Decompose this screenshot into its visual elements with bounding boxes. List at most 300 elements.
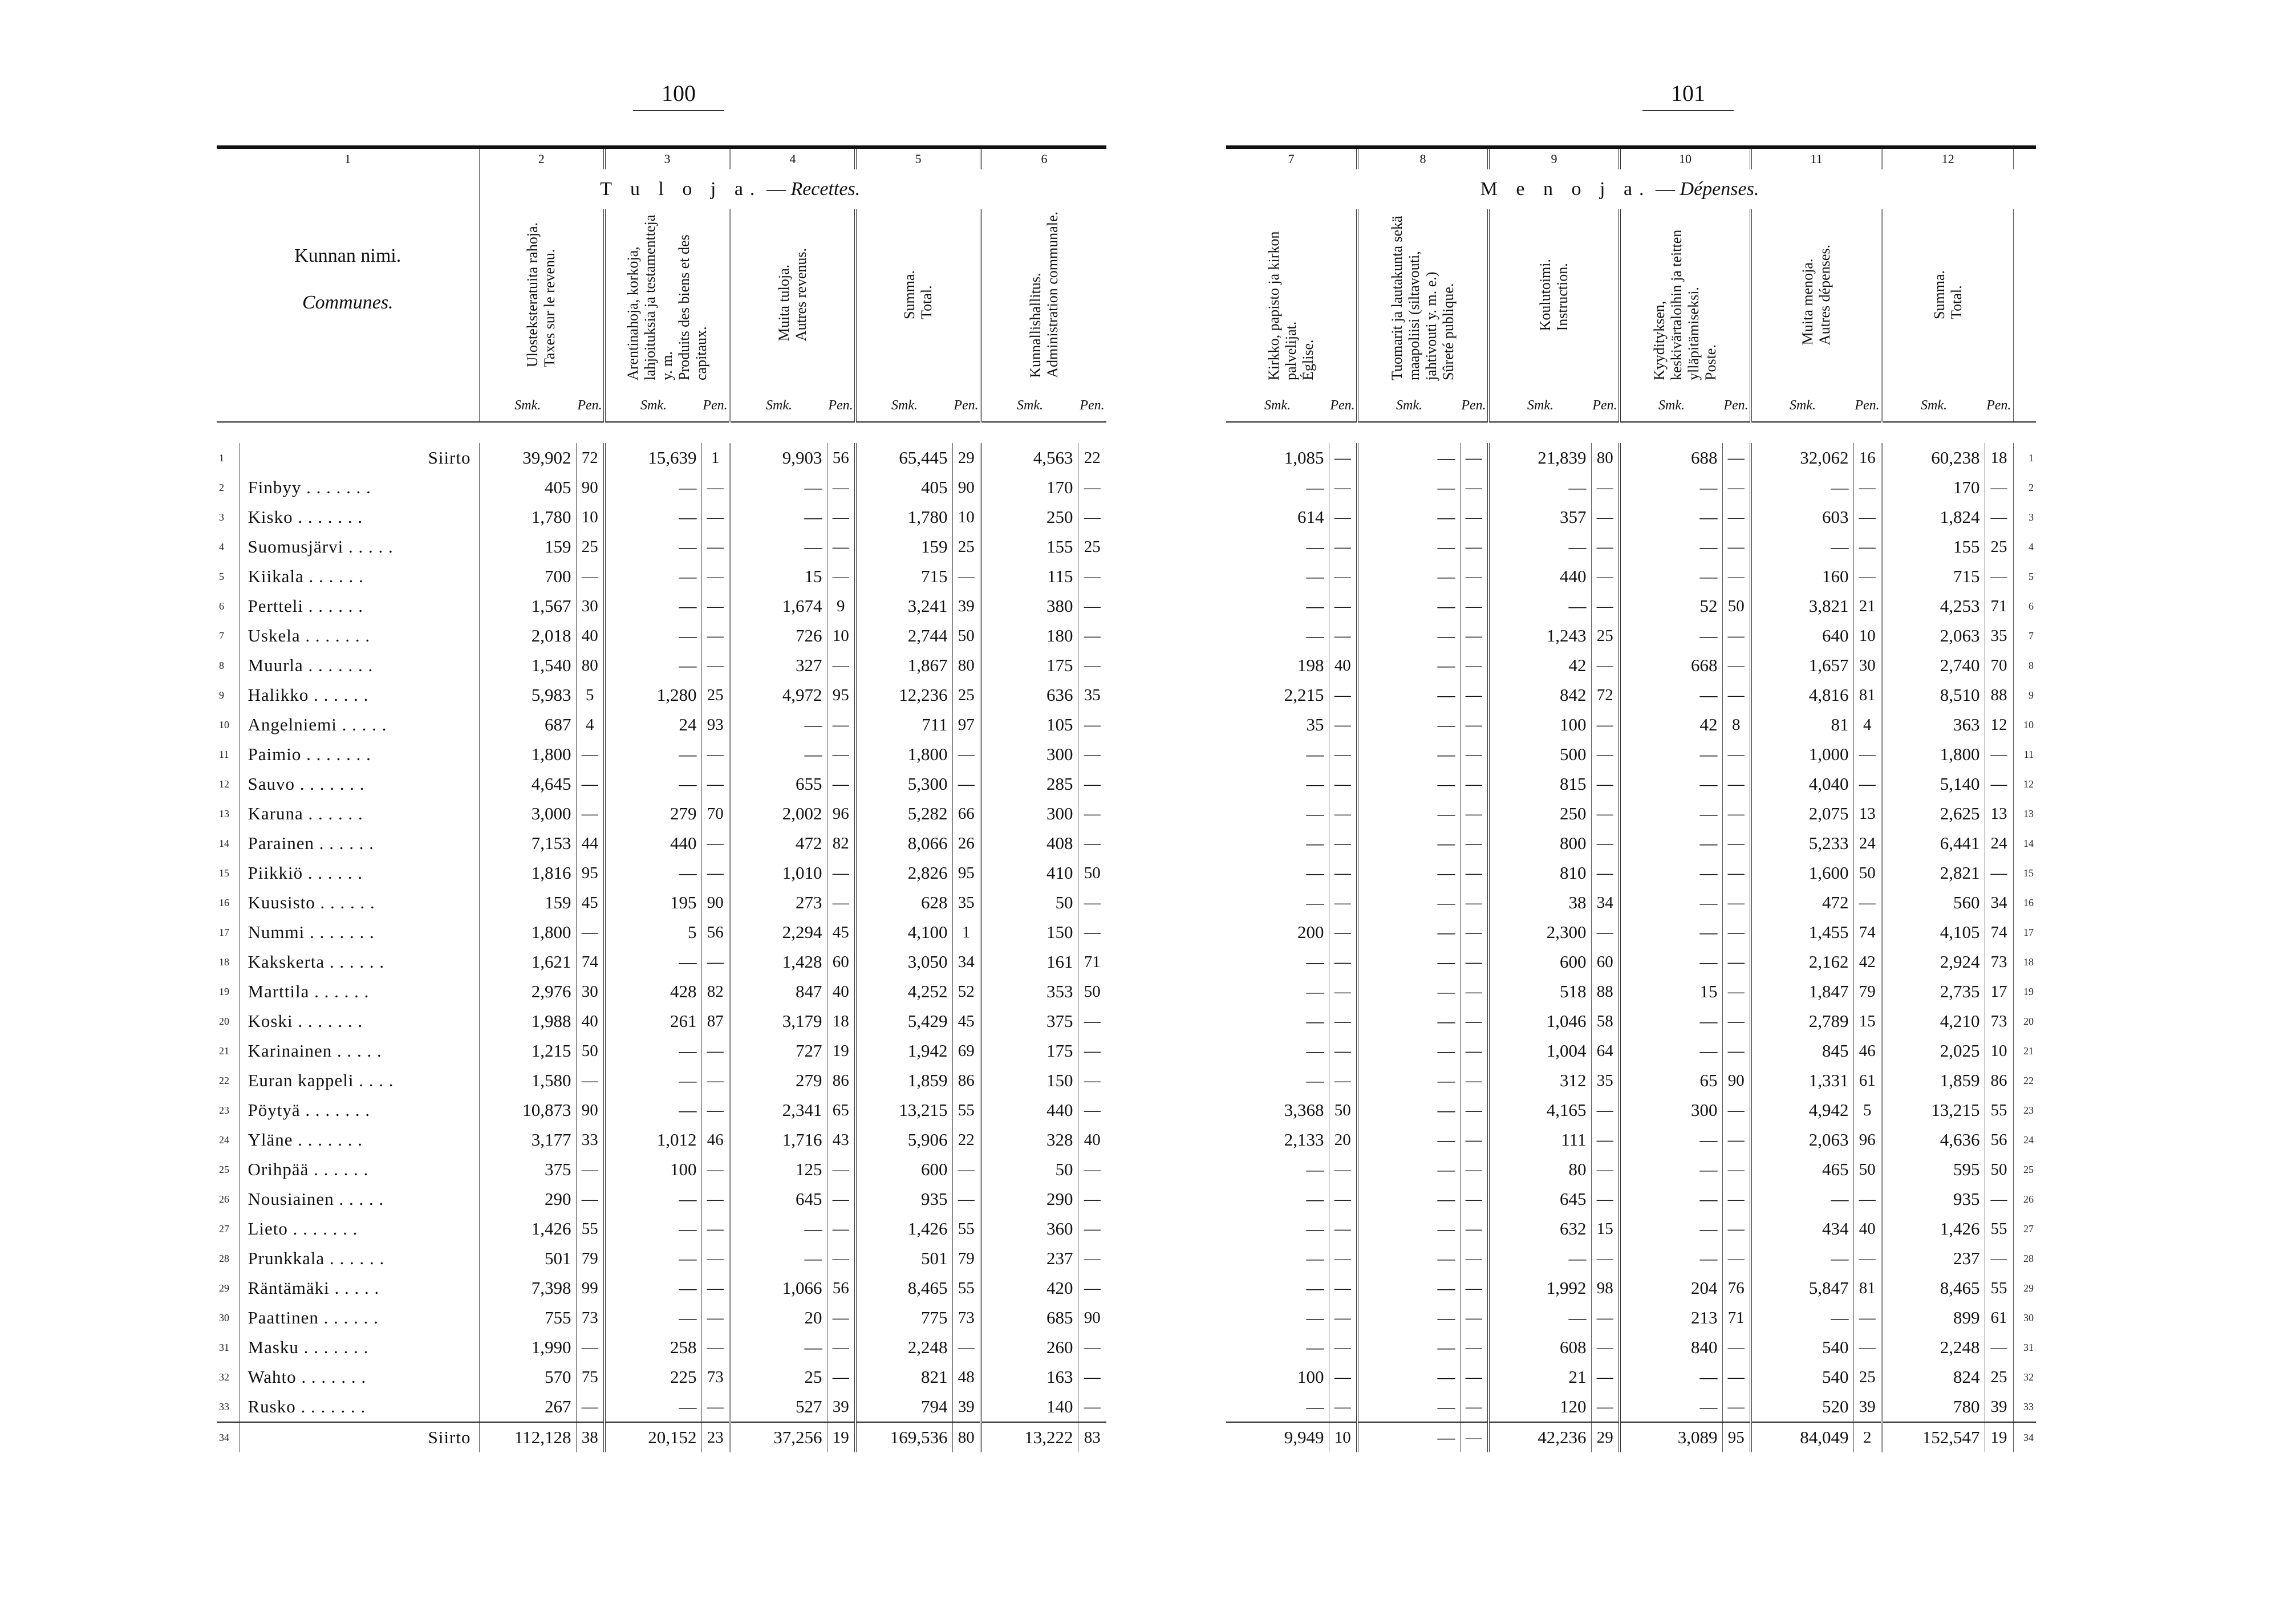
value-penni: — [1722,502,1751,532]
value-penni: — [827,1333,855,1362]
value-penni: — [1591,740,1620,769]
value-markka: 15,639 [648,448,697,468]
value-penni: — [1591,1362,1620,1392]
value-markka: — [1306,626,1324,645]
value-markka: 3,177 [531,1130,571,1150]
value-penni: 30 [1853,651,1882,680]
commune-name: Sauvo . . . . . . . [240,769,479,799]
value-penni: 29 [952,443,981,473]
value-markka: — [679,477,697,497]
value-penni: — [701,858,730,888]
value-penni: 65 [827,1095,855,1125]
commune-name: Karinainen . . . . . [240,1036,479,1066]
table-row [217,858,1106,888]
value-markka: 300 [1046,803,1073,823]
value-penni: 88 [1591,977,1620,1006]
table-row [1226,473,2036,502]
value-penni: 45 [576,888,605,917]
value-penni: — [1078,799,1106,829]
value-penni: 55 [1985,1095,2013,1125]
value-penni: — [1722,473,1751,502]
value-markka: — [1437,685,1455,705]
value-markka: 8,465 [907,1278,948,1298]
value-markka: 3,179 [782,1011,822,1031]
table-row [1226,917,2036,947]
value-penni: 90 [952,473,981,502]
value-penni: — [1460,740,1488,769]
value-markka: — [1437,1070,1455,1090]
table-row [217,1303,1106,1333]
value-penni: — [827,1244,855,1273]
value-penni: 69 [952,1036,981,1066]
value-penni: 82 [827,829,855,858]
value-markka: 328 [1046,1130,1073,1150]
depenses-table-body [1226,443,2036,1452]
value-penni: 25 [701,680,730,710]
value-penni: 39 [827,1392,855,1422]
value-markka: 2,025 [1940,1041,1980,1061]
value-markka: 4,816 [1808,685,1849,705]
group-title-fr: Recettes. [790,178,861,200]
value-penni: 38 [576,1422,605,1452]
value-markka: — [1437,1189,1455,1209]
row-number: 15 [2023,867,2034,879]
value-markka: — [1831,1308,1849,1327]
value-penni: 40 [827,977,855,1006]
value-markka: 13,215 [1931,1100,1980,1120]
row-number: 7 [2029,630,2034,641]
value-penni: — [1078,1214,1106,1244]
value-markka: 250 [1046,507,1073,527]
value-markka: 1,280 [656,685,697,705]
value-markka: 2,976 [531,981,571,1001]
value-penni: — [1078,1036,1106,1066]
row-number: 32 [2023,1371,2034,1383]
value-markka: 3,821 [1808,596,1849,616]
value-markka: 614 [1297,507,1324,527]
value-penni: 55 [952,1273,981,1303]
value-penni: — [827,562,855,591]
commune-name: Angelniemi . . . . . [240,710,479,740]
table-row [217,1422,1106,1452]
value-penni: — [1329,443,1357,473]
value-markka: 195 [670,892,697,912]
value-penni: — [1078,917,1106,947]
depenses-table-container [1226,145,2036,1452]
value-markka: — [1568,596,1587,616]
table-row [1226,1006,2036,1036]
value-penni: 15 [1591,1214,1620,1244]
table-row [1226,1036,2036,1066]
commune-name: Pöytyä . . . . . . . [240,1095,479,1125]
table-row [217,473,1106,502]
value-markka: — [1437,1041,1455,1061]
table-row [1226,858,2036,888]
value-penni: — [1460,473,1488,502]
value-markka: 1,990 [531,1337,571,1357]
value-penni: — [1329,1214,1357,1244]
value-markka: 501 [921,1248,948,1268]
value-penni: 56 [827,443,855,473]
value-markka: — [804,744,822,764]
value-markka: 285 [1046,774,1073,794]
value-penni: 50 [1985,1155,2013,1184]
row-number: 17 [217,917,240,947]
unit-row [217,389,1106,422]
value-markka: 213 [1691,1308,1718,1327]
value-penni: — [701,947,730,977]
value-markka: — [1306,537,1324,557]
row-number: 6 [2029,600,2034,612]
commune-name: Wahto . . . . . . . [240,1362,479,1392]
value-penni: — [1329,977,1357,1006]
row-number: 1 [2029,452,2034,464]
value-penni: 29 [1591,1422,1620,1452]
value-penni: — [827,532,855,562]
value-penni: 35 [1591,1066,1620,1095]
value-penni: — [827,1303,855,1333]
commune-name: Nousiainen . . . . . [240,1184,479,1214]
value-markka: — [1306,596,1324,616]
value-penni: — [1078,621,1106,651]
value-markka: 4,040 [1808,774,1849,794]
value-markka: — [1306,1278,1324,1298]
value-markka: 3,000 [531,803,571,823]
value-markka: 1,600 [1808,863,1849,883]
value-penni: 95 [1722,1422,1751,1452]
value-penni: 71 [1722,1303,1751,1333]
value-penni: 44 [576,829,605,858]
value-penni: 15 [1853,1006,1882,1036]
value-penni: 80 [952,1422,981,1452]
value-markka: 715 [921,566,948,586]
value-penni: — [1591,1392,1620,1422]
row-number: 4 [217,532,240,562]
row-number: 9 [217,680,240,710]
value-penni: — [1722,1155,1751,1184]
value-penni: — [1078,1392,1106,1422]
value-markka: — [679,744,697,764]
commune-name: Marttila . . . . . . [240,977,479,1006]
value-markka: — [1306,833,1324,853]
value-markka: 37,256 [730,1422,827,1452]
value-markka: — [1831,477,1849,497]
commune-name: Euran kappeli . . . . [240,1066,479,1095]
value-penni: 98 [1591,1273,1620,1303]
value-markka: 1,780 [907,507,948,527]
value-penni: 25 [1591,621,1620,651]
value-penni: 12 [1985,710,2013,740]
row-number: 34 [2013,1422,2036,1452]
value-penni: — [1460,829,1488,858]
commune-name-header [217,169,479,389]
value-markka: 200 [1297,922,1324,942]
value-penni: 95 [827,680,855,710]
value-markka: 472 [1822,892,1849,912]
value-penni: 61 [1985,1303,2013,1333]
value-penni: — [1591,1303,1620,1333]
value-penni: — [1078,1184,1106,1214]
value-markka: 105 [1046,714,1073,734]
value-penni: 81 [1853,1273,1882,1303]
value-penni: — [1329,532,1357,562]
value-markka: 4,105 [1940,922,1980,942]
value-penni: 50 [952,621,981,651]
value-markka: 237 [1953,1248,1980,1268]
value-penni: 50 [1078,977,1106,1006]
row-number: 18 [2023,956,2034,968]
value-penni: 39 [952,1392,981,1422]
value-penni: — [1460,1244,1488,1273]
row-number: 31 [2023,1342,2034,1353]
value-markka: 353 [1046,981,1073,1001]
value-markka: — [1437,774,1455,794]
value-markka: — [1437,596,1455,616]
value-penni: — [1722,1362,1751,1392]
column-header: Ulosteksteratuita rahoja. Taxes sur le revenu. [479,209,605,389]
row-number: 11 [217,740,240,769]
value-penni: 96 [827,799,855,829]
value-markka: — [1699,507,1718,527]
column-number: 3 [605,147,730,169]
value-penni: — [701,473,730,502]
value-penni: 25 [1078,532,1106,562]
value-penni: 45 [952,1006,981,1036]
value-penni: — [827,740,855,769]
value-markka: 237 [1046,1248,1073,1268]
commune-name-header-fi: Kunnan nimi. [294,245,401,266]
value-penni: — [1460,1184,1488,1214]
value-penni: — [1591,1184,1620,1214]
row-number: 14 [217,829,240,858]
row-number: 12 [217,769,240,799]
value-markka: 1,674 [782,596,822,616]
value-markka: — [679,566,697,586]
value-markka: 1,085 [1284,448,1324,468]
value-markka: 570 [545,1367,571,1387]
value-markka: 632 [1560,1219,1587,1239]
value-markka: 687 [545,714,571,734]
value-markka: 1,455 [1808,922,1849,942]
value-markka: — [1699,833,1718,853]
table-row [217,1362,1106,1392]
value-markka: — [679,1396,697,1416]
row-number: 25 [217,1155,240,1184]
value-markka: 50 [1055,1159,1073,1179]
unit-label: Smk. [1488,389,1591,422]
value-penni: — [1722,1333,1751,1362]
table-row [217,917,1106,947]
unit-label: Smk. [1751,389,1853,422]
value-penni: 64 [1591,1036,1620,1066]
value-markka: — [1699,1159,1718,1179]
value-penni: — [1329,591,1357,621]
value-penni: — [1078,1095,1106,1125]
value-penni: — [1078,473,1106,502]
value-penni: 75 [576,1362,605,1392]
row-number: 14 [2023,838,2034,849]
value-markka: 9,949 [1226,1422,1329,1452]
value-penni: 60 [1591,947,1620,977]
value-penni: — [1591,769,1620,799]
unit-label: Smk. [605,389,701,422]
value-penni: — [827,651,855,680]
value-penni: 73 [952,1303,981,1333]
value-penni: 13 [1853,799,1882,829]
value-markka: — [1437,981,1455,1001]
unit-label: Smk. [1882,389,1985,422]
value-penni: — [1722,532,1751,562]
value-markka: 13,215 [899,1100,948,1120]
value-markka: 465 [1822,1159,1849,1179]
commune-name: Pertteli . . . . . . [240,591,479,621]
value-penni: 74 [1985,917,2013,947]
commune-name: Kiikala . . . . . . [240,562,479,591]
value-penni: — [701,769,730,799]
value-penni: — [1853,1333,1882,1362]
column-number: 4 [730,147,855,169]
commune-name: Suomusjärvi . . . . . [240,532,479,562]
column-number: 7 [1226,147,1357,169]
value-markka: — [1306,952,1324,972]
value-penni: 35 [1985,621,2013,651]
value-markka: 1,426 [531,1219,571,1239]
value-markka: 380 [1046,596,1073,616]
value-penni: 71 [1985,591,2013,621]
value-penni: 10 [827,621,855,651]
column-number: 6 [1041,152,1048,166]
table-row [217,1066,1106,1095]
row-number: 3 [217,502,240,532]
value-markka: 125 [796,1159,822,1179]
value-markka: 810 [1560,863,1587,883]
value-markka: — [1437,507,1455,527]
value-penni: — [1722,1184,1751,1214]
value-penni: — [701,1036,730,1066]
commune-name: Paattinen . . . . . . [240,1303,479,1333]
value-penni: — [1329,473,1357,502]
value-penni: 55 [952,1095,981,1125]
value-markka: 3,368 [1284,1100,1324,1120]
value-markka: 1,540 [531,655,571,675]
value-penni: 42 [1853,947,1882,977]
row-number: 21 [2023,1045,2034,1057]
table-row [217,621,1106,651]
value-penni: 88 [1985,680,2013,710]
table-row [1226,740,2036,769]
table-row [217,1214,1106,1244]
value-markka: 935 [1953,1189,1980,1209]
value-penni: — [1722,680,1751,710]
value-penni: — [1078,1155,1106,1184]
value-markka: — [1699,477,1718,497]
value-penni: — [827,769,855,799]
value-markka: — [1568,477,1587,497]
value-penni: 34 [952,947,981,977]
value-penni: 73 [701,1362,730,1392]
row-number: 33 [2023,1401,2034,1412]
value-penni: — [1460,1392,1488,1422]
value-penni: 86 [827,1066,855,1095]
value-penni: — [1460,917,1488,947]
value-markka: — [1437,477,1455,497]
value-markka: 1,426 [907,1219,948,1239]
value-penni: — [1078,829,1106,858]
value-markka: — [679,1100,697,1120]
value-markka: — [804,507,822,527]
unit-label: Smk. [855,389,952,422]
value-penni: — [1329,947,1357,977]
value-markka: 155 [1046,537,1073,557]
value-penni: 52 [952,977,981,1006]
value-penni: — [1078,651,1106,680]
table-row [217,591,1106,621]
value-markka: 847 [796,981,822,1001]
table-row [1226,443,2036,473]
value-markka: 1,859 [907,1070,948,1090]
value-penni: — [1591,1095,1620,1125]
value-markka: — [1699,1248,1718,1268]
column-header: Kunnallishallitus. Administration communale. [1027,212,1061,378]
table-row [217,1095,1106,1125]
value-markka: 899 [1953,1308,1980,1327]
value-markka: 279 [670,803,697,823]
value-markka: 1,243 [1546,626,1587,645]
value-markka: 175 [1046,1041,1073,1061]
value-penni: — [1329,829,1357,858]
value-markka: — [1357,1422,1460,1452]
unit-label: Pen. [701,389,730,422]
table-row [217,740,1106,769]
value-penni: — [1329,858,1357,888]
value-penni: — [1078,769,1106,799]
unit-label: Smk. [479,389,576,422]
value-markka: 4,972 [782,685,822,705]
value-penni: — [827,710,855,740]
value-penni: 80 [1591,443,1620,473]
value-penni: — [1722,799,1751,829]
value-markka: 52 [1699,596,1718,616]
value-penni: — [1460,532,1488,562]
value-markka: 655 [796,774,822,794]
value-markka: 2,740 [1940,655,1980,675]
value-penni: 82 [701,977,730,1006]
value-markka: 24 [679,714,697,734]
value-penni: — [1078,1362,1106,1392]
value-markka: 140 [1046,1396,1073,1416]
value-markka: 1,428 [782,952,822,972]
column-header: Summa. Total. [1882,209,2013,389]
value-markka: 2,341 [782,1100,822,1120]
value-markka: — [1699,744,1718,764]
value-penni: — [1329,1184,1357,1214]
value-penni: — [1329,740,1357,769]
value-penni: 23 [701,1422,730,1452]
value-penni: — [1460,651,1488,680]
value-markka: 2,215 [1284,685,1324,705]
value-markka: 163 [1046,1367,1073,1387]
value-markka: 1,800 [531,922,571,942]
table-row [217,651,1106,680]
value-markka: 225 [670,1367,697,1387]
table-row [1226,1184,2036,1214]
value-penni: 45 [827,917,855,947]
value-markka: 111 [1561,1130,1587,1150]
table-row [1226,532,2036,562]
value-penni: — [1853,740,1882,769]
value-markka: 1,780 [531,507,571,527]
value-penni: — [1853,1303,1882,1333]
